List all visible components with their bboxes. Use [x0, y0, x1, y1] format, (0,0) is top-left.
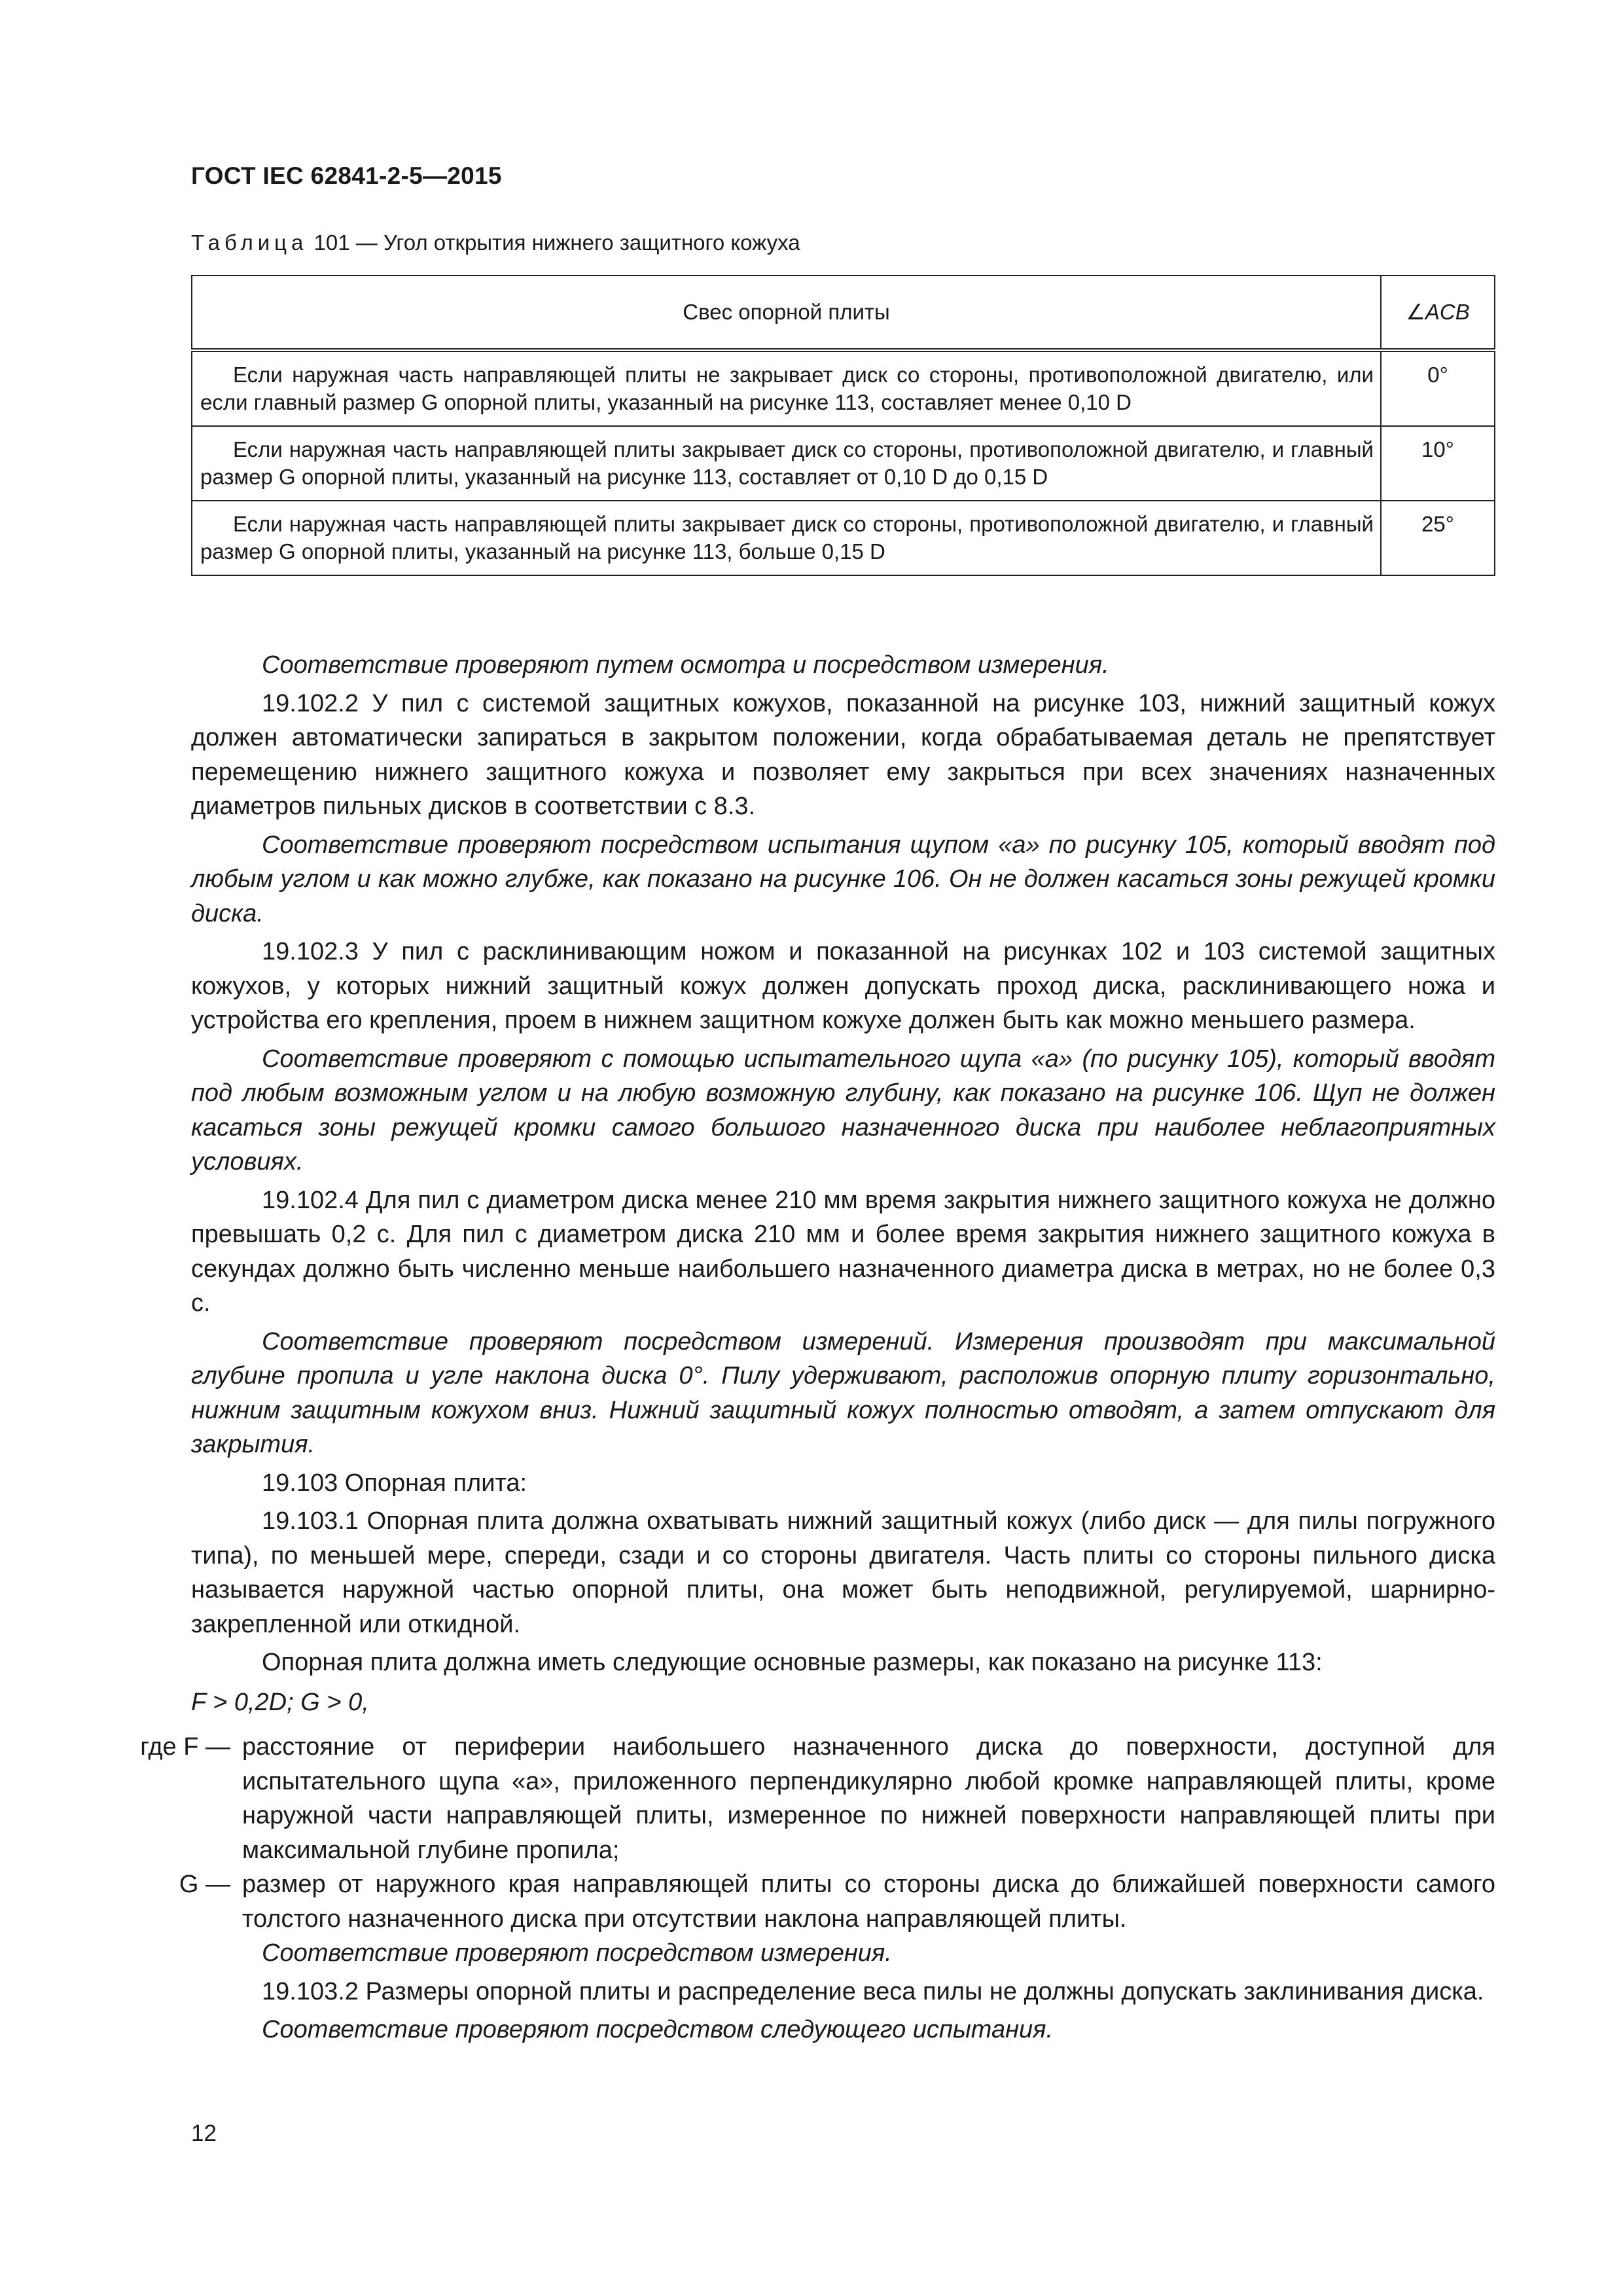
dimensions-intro: Опорная плита должна иметь следующие основные размеры, как показано на рисунке 113:: [262, 1649, 1323, 1676]
table-row: [192, 501, 1495, 575]
angle-table: [191, 275, 1495, 576]
table-row: [192, 426, 1495, 501]
standard-designation: ГОСТ IEC 62841-2-5—2015: [191, 162, 502, 189]
table-row: [192, 350, 1495, 426]
clause-19-103-1: 19.103.1 Опорная плита должна охватывать нижний защитный кожух (либо диск — для пилы погружного типа), по меньшей мере, спереди, сзади и со стороны двигателя. Часть плиты со стороны пильного диска называется наружной частью опорной плиты, она может быть неподвижной, регулируемой, шарнирно-закрепленной или откидной.: [191, 1507, 1495, 1638]
where-g: [179, 1867, 1495, 1936]
col-header-angle: ∠ACB: [1381, 276, 1495, 350]
table-caption-title: 101 — Угол открытия нижнего защитного кожуха: [308, 230, 800, 255]
compliance-note: Соответствие проверяют путем осмотра и посредством измерения.: [262, 651, 1109, 679]
compliance-note: Соответствие проверяют посредством измерения.: [262, 1939, 892, 1967]
where-f: [140, 1730, 1495, 1867]
table-cell-condition: Если наружная часть направляющей плиты закрывает диск со стороны, противоположной двигателю, и главный размер G опорной плиты, указанный на рисунке 113, больше 0,15 D: [192, 501, 1381, 575]
clause-19-102-2: 19.102.2 У пил с системой защитных кожухов, показанной на рисунке 103, нижний защитный кожух должен автоматически запираться в закрытом положении, когда обрабатываемая деталь не препятствует перемещению нижнего защитного кожуха и позволяет ему закрыться при всех значениях назначенных диаметров пильных дисков в соответствии с 8.3.: [191, 689, 1495, 820]
table-cell-angle: 10°: [1381, 426, 1495, 501]
table-caption: [191, 230, 800, 255]
col-header-overhang: Свес опорной плиты: [192, 276, 1381, 350]
table-cell-condition: Если наружная часть направляющей плиты закрывает диск со стороны, противоположной двигателю, и главный размер G опорной плиты, указанный на рисунке 113, составляет от 0,10 D до 0,15 D: [192, 426, 1381, 501]
clause-19-102-3: 19.102.3 У пил с расклинивающим ножом и показанной на рисунках 102 и 103 системой защитных кожухов, у которых нижний защитный кожух должен допускать проход диска, расклинивающего ножа и устройства его крепления, проем в нижнем защитном кожухе должен быть как можно меньшего размера.: [191, 938, 1495, 1034]
clause-19-103: 19.103 Опорная плита:: [262, 1469, 527, 1497]
where-g-label: G —: [179, 1871, 230, 1898]
table-caption-word: Таблица: [191, 230, 308, 255]
clause-19-102-4: 19.102.4 Для пил с диаметром диска менее 210 мм время закрытия нижнего защитного кожуха не должно превышать 0,2 с. Для пил с диаметром диска 210 мм и более время закрытия нижнего защитного кожуха в секундах должно быть численно меньше наибольшего назначенного диаметра диска в метрах, но не более 0,3 с.: [191, 1186, 1495, 1317]
table-cell-angle: 25°: [1381, 501, 1495, 575]
table-cell-condition: Если наружная часть направляющей плиты не закрывает диск со стороны, противоположной двигателю, или если главный размер G опорной плиты, указанный на рисунке 113, составляет менее 0,10 D: [192, 350, 1381, 426]
compliance-note: Соответствие проверяют с помощью испытательного щупа «а» (по рисунку 105), который вводят под любым возможным углом и на любую возможную глубину, как показано на рисунке 106. Щуп не должен касаться зоны режущей кромки самого большого назначенного диска при наиболее неблагоприятных условиях.: [191, 1045, 1495, 1175]
page-number: 12: [191, 2121, 217, 2146]
where-f-label: где F —: [140, 1733, 230, 1761]
formula: F > 0,2D; G > 0,: [191, 1688, 369, 1716]
compliance-note: Соответствие проверяют посредством измерений. Измерения производят при максимальной глубине пропила и угле наклона диска 0°. Пилу удерживают, расположив опорную плиту горизонтально, нижним защитным кожухом вниз. Нижний защитный кожух полностью отводят, а затем отпускают для закрытия.: [191, 1327, 1495, 1458]
table-header-row: [192, 276, 1495, 350]
where-g-text: размер от наружного края направляющей плиты со стороны диска до ближайшей поверхности самого толстого назначенного диска при отсутствии наклона направляющей плиты.: [242, 1871, 1495, 1933]
body-text: [140, 648, 1495, 2051]
where-f-text: расстояние от периферии наибольшего назначенного диска до поверхности, доступной для испытательного щупа «а», приложенного перпендикулярно любой кромке направляющей плиты, кроме наружной части направляющей плиты, измеренное по нижней поверхности направляющей плиты при максимальной глубине пропила;: [242, 1733, 1495, 1864]
clause-19-103-2: 19.103.2 Размеры опорной плиты и распределение веса пилы не должны допускать заклинивания диска.: [262, 1977, 1484, 2005]
table-cell-angle: 0°: [1381, 350, 1495, 426]
compliance-note: Соответствие проверяют посредством испытания щупом «а» по рисунку 105, который вводят под любым углом и как можно глубже, как показано на рисунке 106. Он не должен касаться зоны режущей кромки диска.: [191, 831, 1495, 927]
compliance-note: Соответствие проверяют посредством следующего испытания.: [262, 2016, 1054, 2043]
